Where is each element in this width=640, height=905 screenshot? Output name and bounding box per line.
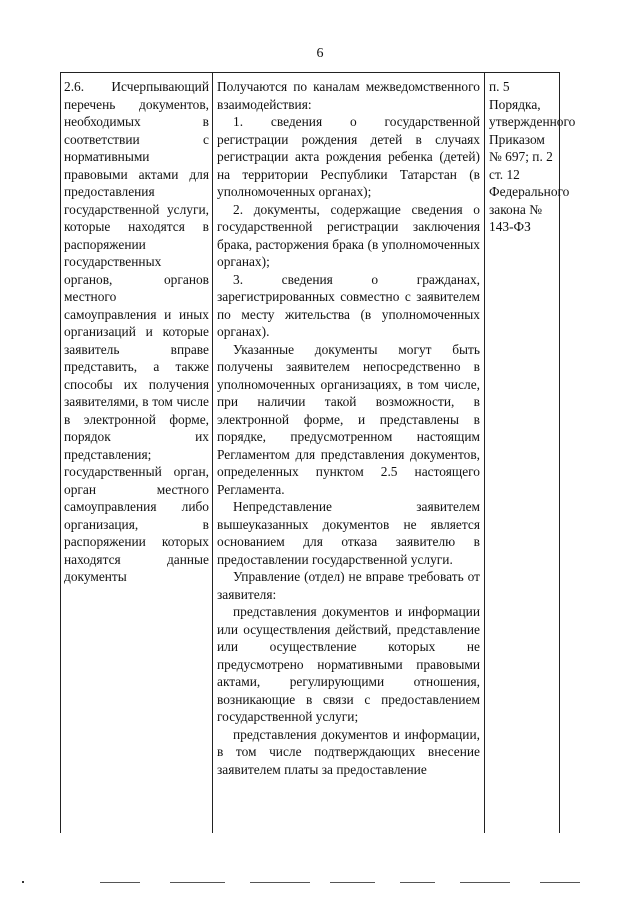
column-requirement (61, 73, 213, 833)
content-paragraph: Непредставление заявителем вышеуказанных документов не является основанием для отказа заявителю в предоставлении государственной услуги. (217, 499, 480, 567)
content-paragraph: Получаются по каналам межведомственного взаимодействия: (217, 79, 480, 112)
column-legal-basis (485, 73, 576, 833)
content-paragraph: представления документов и информации, в том числе подтверждающих внесение заявителем платы за предоставление (217, 726, 480, 777)
scan-artifacts (20, 878, 620, 890)
legal-basis-text: п. 5 Порядка, утвержденного Приказом № 697; п. 2 ст. 12 Федерального закона № 143-ФЗ (489, 79, 576, 234)
content-paragraph: 1. сведения о государственной регистрации рождения детей в случаях регистрации акта рождения ребенка (детей) на территории Республики Татарстан (в уполномоченных органах); (217, 114, 480, 199)
content-paragraph: 2. документы, содержащие сведения о государственной регистрации заключения брака, расторжения брака (в уполномоченных органах); (217, 201, 480, 269)
content-paragraph: 3. сведения о гражданах, зарегистрированных совместно с заявителем по месту жительства (в уполномоченных органах). (217, 271, 480, 339)
content-paragraph: Управление (отдел) не вправе требовать от заявителя: (217, 569, 480, 602)
content-paragraph: Указанные документы могут быть получены заявителем непосредственно в уполномоченных организациях, в том числе, при наличии такой возможности, в электронной форме, и представлены в порядке, предусмотренном настоящим Регламентом для представления документов, определенных пунктом 2.5 настоящего Регламента. (217, 341, 480, 497)
column-content (213, 73, 485, 833)
content-paragraph: представления документов и информации или осуществления действий, представление или осуществление которых не предусмотрено нормативными правовыми актами, регулирующими отношения, возникающие в связи с предоставлением государственной услуги; (217, 604, 480, 724)
document-table (60, 72, 576, 833)
page-number: 6 (316, 46, 324, 61)
requirement-text: 2.6. Исчерпывающий перечень документов, необходимых в соответствии с нормативными правовыми актами для предоставления государственной услуги, которые находятся в распоряжении государственных органов, органов местного самоуправления и иных организаций и которые заявитель вправе представить, а также способы их получения заявителями, в том числе в электронной форме, порядок их представления; государственный орган, орган местного самоуправления либо организация, в распоряжении которых находятся данные документы (64, 79, 209, 584)
